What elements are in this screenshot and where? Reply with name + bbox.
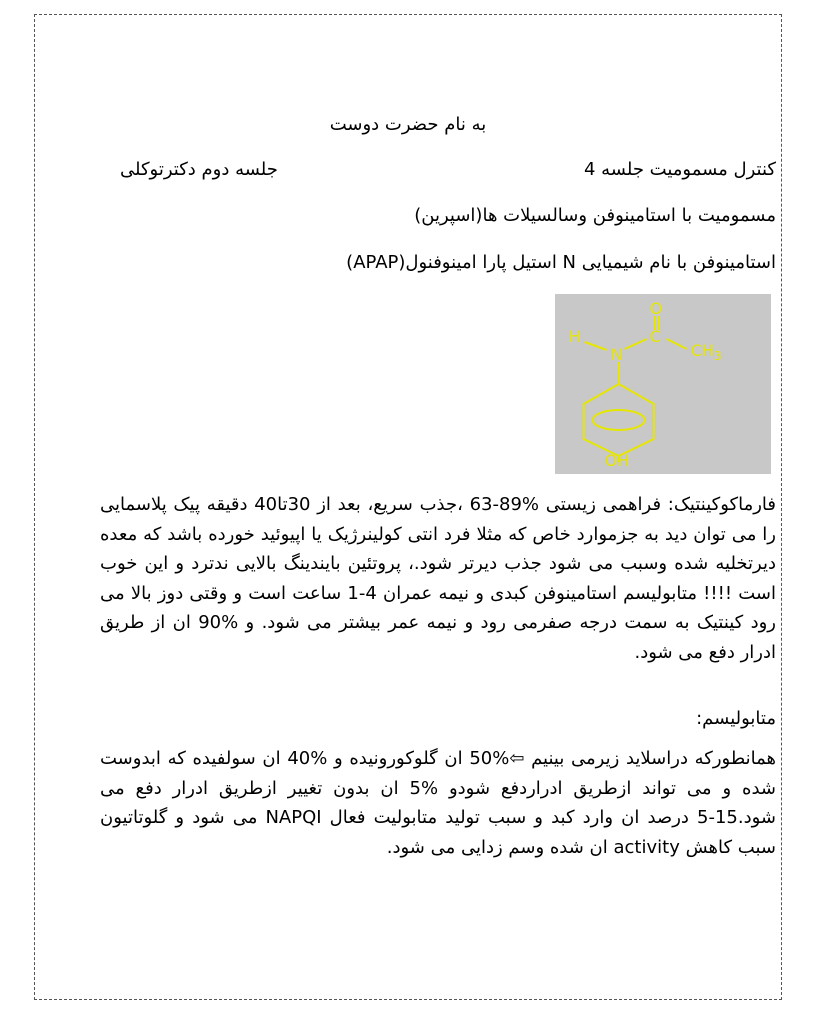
methyl-text: CH xyxy=(691,341,715,360)
acetaminophen-structure-figure xyxy=(555,294,771,474)
metabolism-heading: متابولیسم: xyxy=(696,708,776,729)
metabolism-paragraph: همانطورکه دراسلاید زیرمی بینیم ⇦%50 ان گلوکورونیده و %40 ان سولفیده که ابدوست شده و می تواند ازطریق ادراردفع شودو %5 ان بدون تغییر ازطریق ادرار دفع می شود.15-5 درصد ان وارد کبد و سبب تولید متابولیت فعال NAPQI می شود و گلوتاتیون سبب کاهش activity ان شده وسم زدایی می شود. xyxy=(100,748,776,858)
page-title: به نام حضرت دوست xyxy=(329,114,487,135)
structure-bonds xyxy=(584,316,687,462)
topic-line: مسمومیت با استامینوفن وسالسیلات ها(اسپرین) xyxy=(414,205,776,226)
methyl-label xyxy=(691,341,722,363)
pharmacokinetics-paragraph: فارماکوکینتیک: فراهمی زیستی %89-63 ،جذب سریع، بعد از 30تا40 دقیقه پیک پلاسمایی را می توان دید به جزموارد خاص که مثلا فرد انتی کولینرژیک یا اپیوئید خورده باشد که معده دیرتخلیه شده وسبب می شود جذب دیرتر شود.، پروتئین بایندینگ بالایی ندترد و این خوب است !!!! متابولیسم استامینوفن کبدی و نیمه عمران 4-1 ساعت است و وقتی دوز بالا می رود کینتیک به سمت درجه صفرمی رود و نیمه عمر بیشتر می شود. و %90 ان از طریق ادرار دفع می شود. xyxy=(100,494,777,663)
doctor-label: جلسه دوم دکترتوکلی xyxy=(120,159,278,180)
oxygen-label: O xyxy=(650,299,663,318)
carbon-label: C xyxy=(650,327,662,346)
structure-diagram xyxy=(555,294,771,474)
methyl-subscript: 3 xyxy=(714,349,722,363)
chemical-name-line: استامینوفن با نام شیمیایی N استیل پارا امینوفنول(APAP) xyxy=(346,252,776,273)
hydrogen-label: H xyxy=(569,327,582,346)
subheader-row xyxy=(120,159,776,183)
session-label: کنترل مسمومیت جلسه 4 xyxy=(583,159,776,180)
nitrogen-label: N xyxy=(611,345,623,364)
hydroxyl-label: OH xyxy=(605,451,630,470)
